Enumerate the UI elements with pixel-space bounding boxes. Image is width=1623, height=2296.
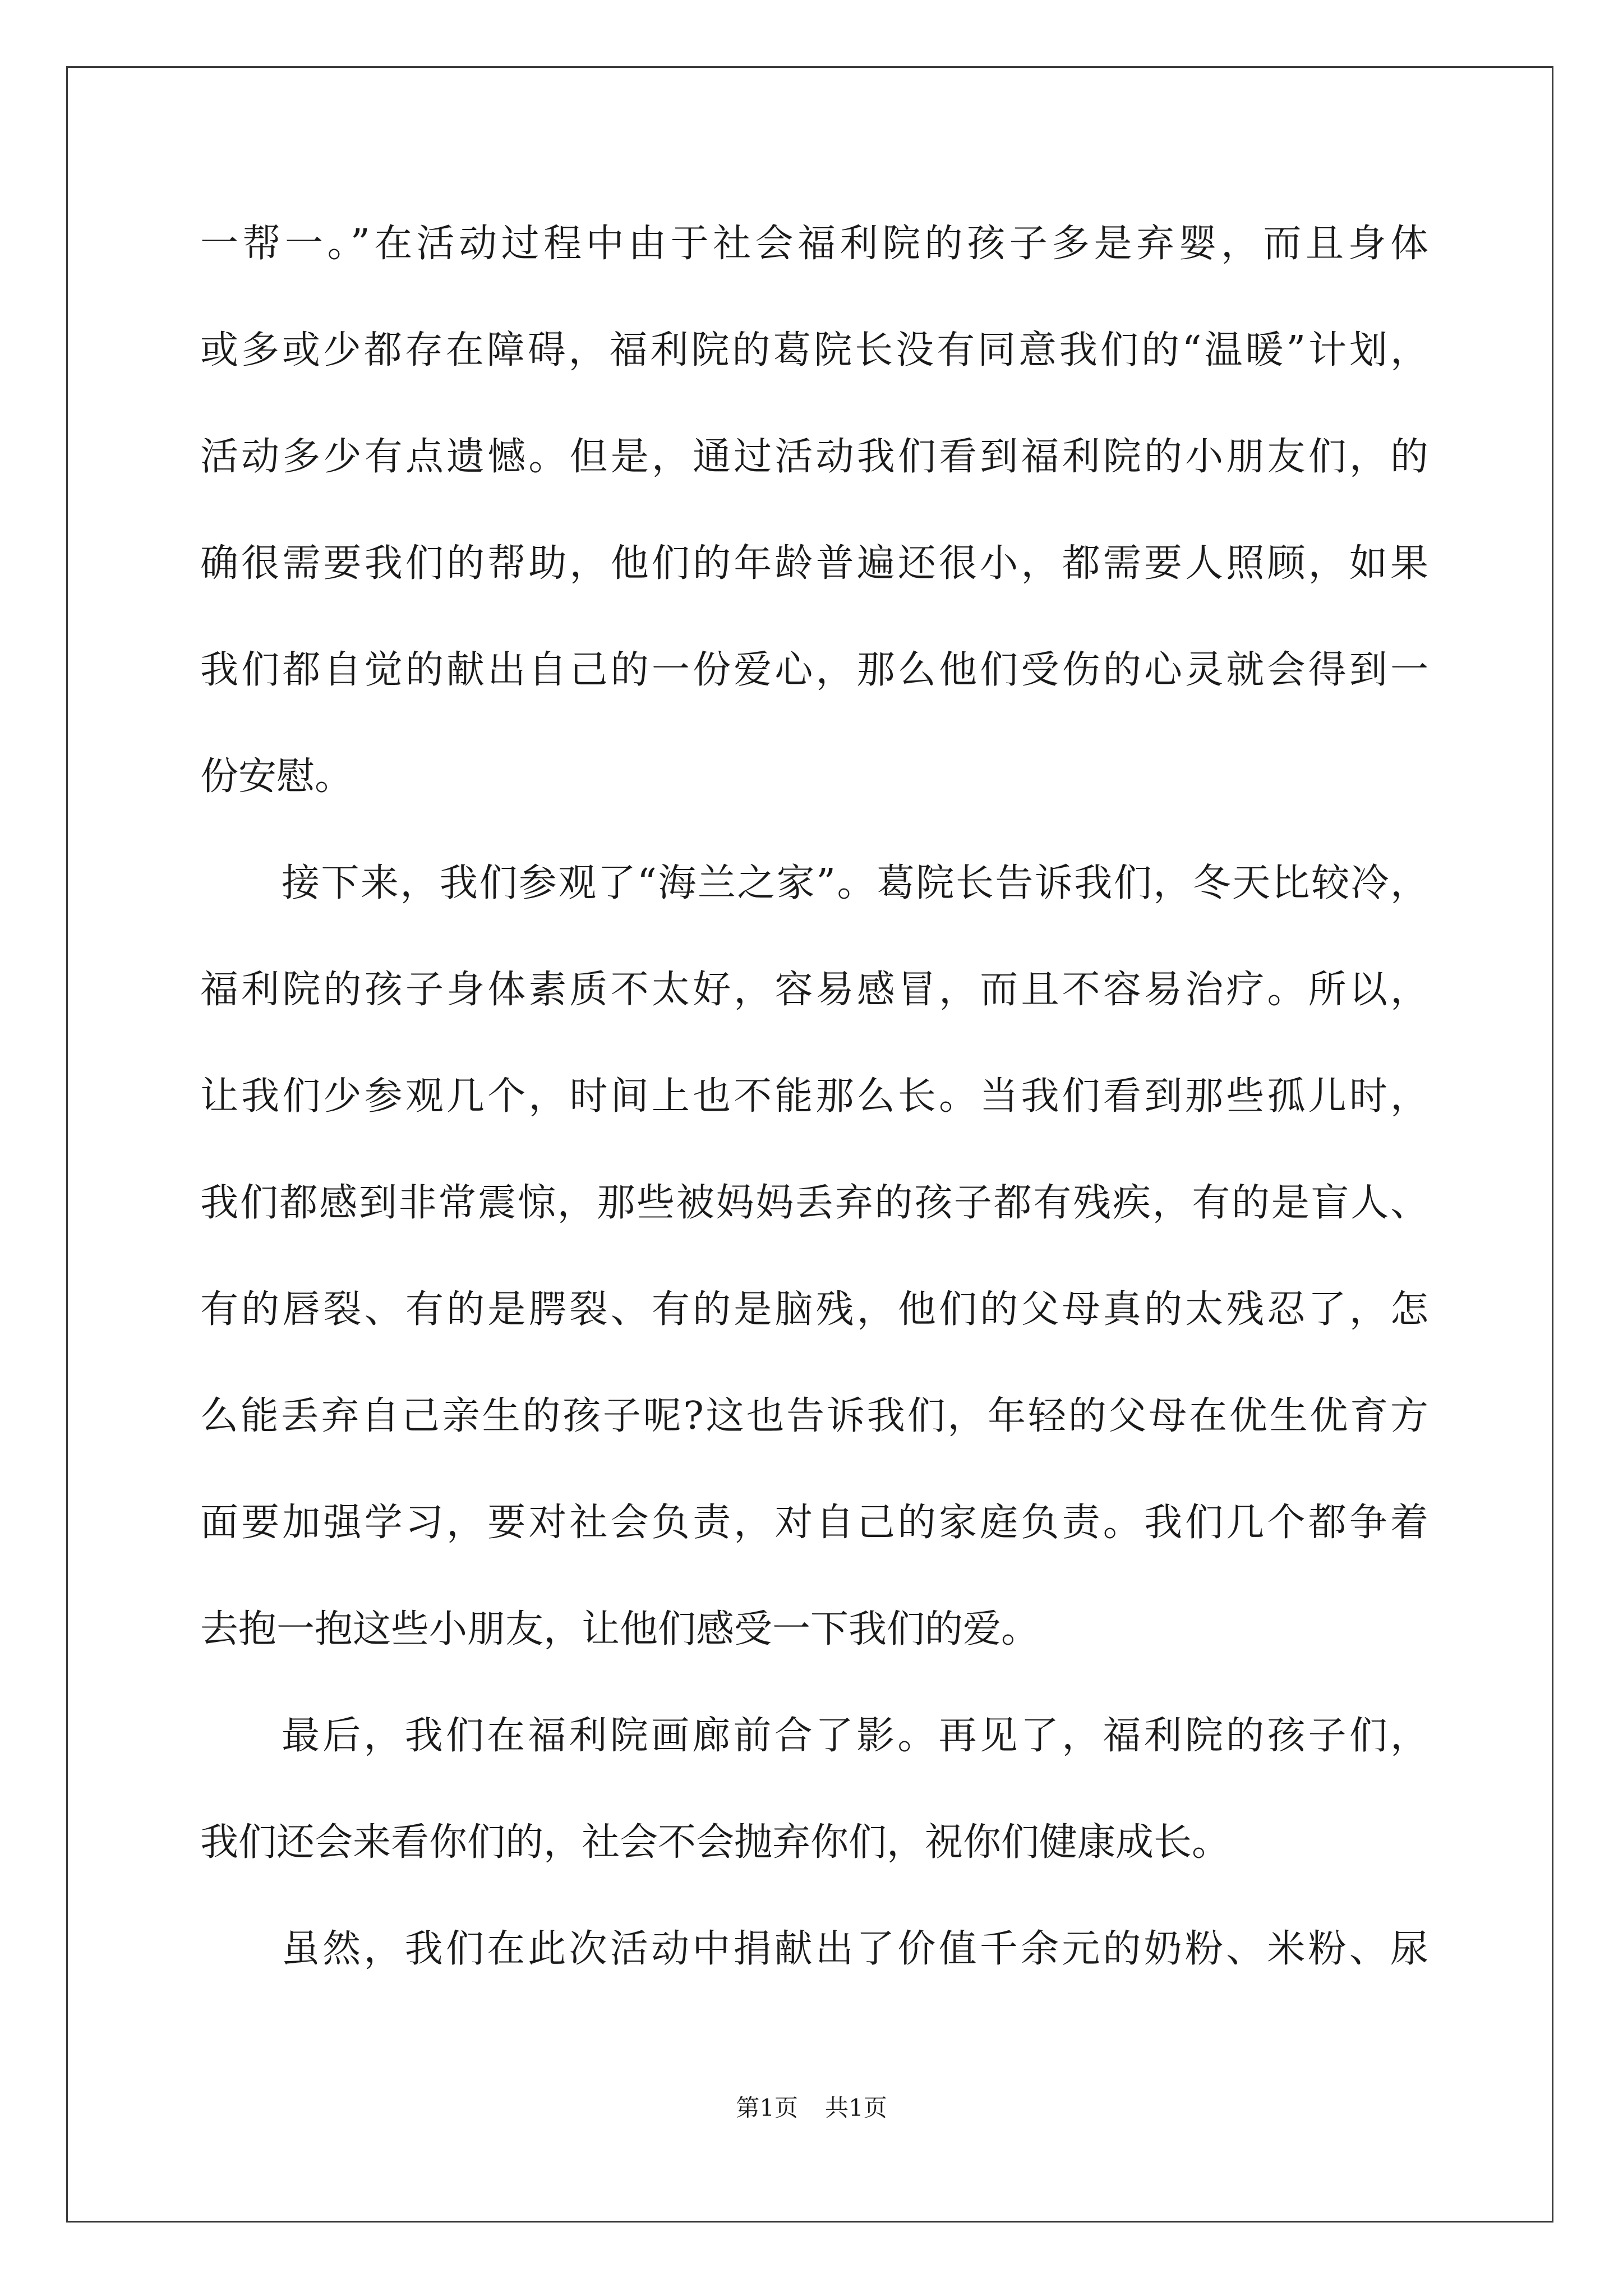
text-line: 有的唇裂、有的是腭裂、有的是脑残，他们的父母真的太残忍了，怎 (200, 1287, 1428, 1332)
page-number: 第1页 (736, 2094, 798, 2122)
text-line: 我们都自觉的献出自己的一份爱心，那么他们受伤的心灵就会得到一 (200, 648, 1428, 692)
text-line: 我们都感到非常震惊，那些被妈妈丢弃的孩子都有残疾，有的是盲人、 (200, 1181, 1428, 1225)
page-total: 共1页 (825, 2094, 887, 2122)
paragraph-first-line: 最后，我们在福利院画廊前合了影。再见了，福利院的孩子们， (282, 1714, 1428, 1758)
text-line: 我们还会来看你们的，社会不会抛弃你们，祝你们健康成长。 (200, 1820, 1230, 1865)
text-line: 去抱一抱这些小朋友，让他们感受一下我们的爱。 (200, 1607, 1040, 1651)
paragraph-first-line: 接下来，我们参观了“海兰之家”。葛院长告诉我们，冬天比较冷， (282, 861, 1428, 905)
text-line: 确很需要我们的帮助，他们的年龄普遍还很小，都需要人照顾，如果 (200, 541, 1428, 586)
text-line: 活动多少有点遗憾。但是，通过活动我们看到福利院的小朋友们，的 (200, 435, 1428, 479)
text-line: 份安慰。 (200, 754, 353, 799)
page-border (66, 66, 1553, 2223)
page-footer (0, 2091, 1623, 2125)
paragraph-first-line: 虽然，我们在此次活动中捐献出了价值千余元的奶粉、米粉、尿 (282, 1927, 1428, 1971)
text-line: 福利院的孩子身体素质不太好，容易感冒，而且不容易治疗。所以， (200, 968, 1428, 1012)
text-line: 面要加强学习，要对社会负责，对自己的家庭负责。我们几个都争着 (200, 1501, 1428, 1545)
text-line: 或多或少都存在障碍，福利院的葛院长没有同意我们的“温暖”计划， (200, 328, 1428, 372)
text-line: 一帮一。”在活动过程中由于社会福利院的孩子多是弃婴，而且身体 (200, 222, 1428, 266)
text-line: 让我们少参观几个，时间上也不能那么长。当我们看到那些孤儿时， (200, 1074, 1428, 1119)
text-line: 么能丢弃自己亲生的孩子呢?这也告诉我们，年轻的父母在优生优育方 (200, 1394, 1428, 1438)
